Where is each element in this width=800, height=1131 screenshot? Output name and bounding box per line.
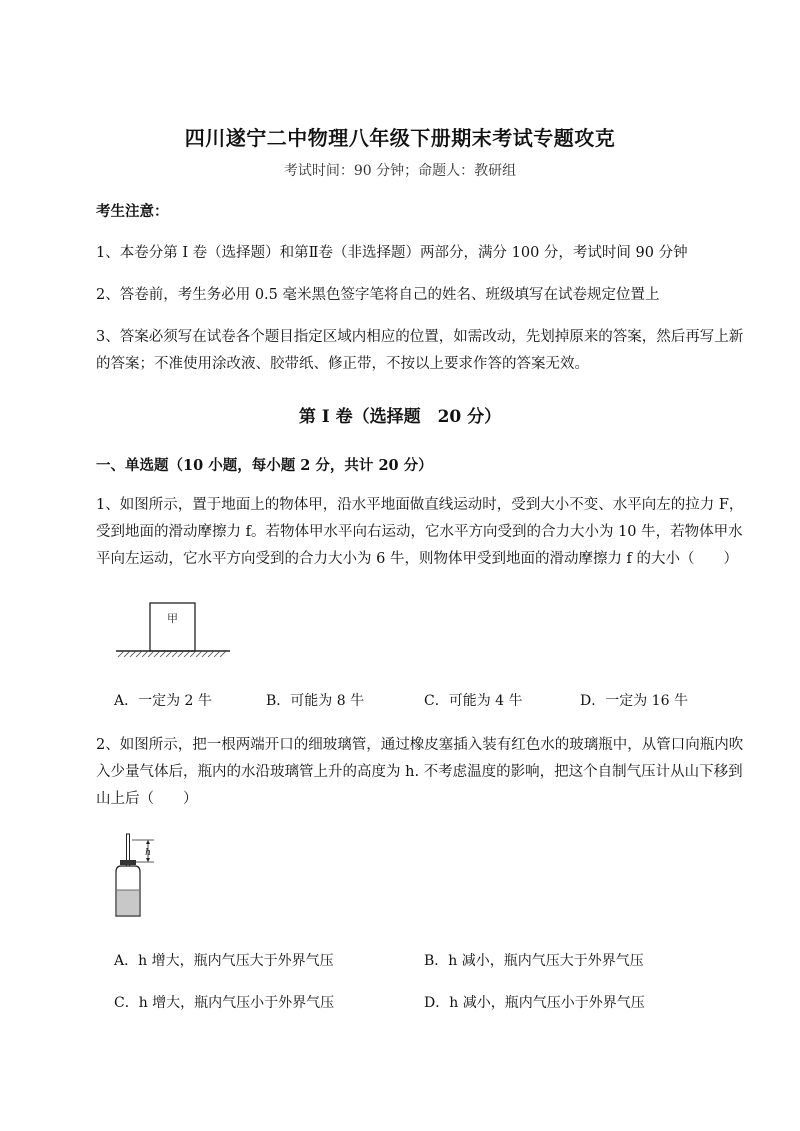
- q1-option-a[interactable]: A．一定为 2 牛: [114, 693, 212, 709]
- q2-option-a[interactable]: A．h 增大，瓶内气压大于外界气压: [114, 953, 334, 969]
- page-title: 四川遂宁二中物理八年级下册期末考试专题攻克: [184, 126, 616, 150]
- q2-option-b[interactable]: B．h 减小，瓶内气压大于外界气压: [424, 953, 644, 969]
- notice-heading: 考生注意：: [96, 203, 169, 220]
- h-label: h: [145, 848, 151, 858]
- question-1-figure: [112, 596, 242, 666]
- question-1-stem: 1、如图所示，置于地面上的物体甲，沿水平地面做直线运动时，受到大小不变、水平向左的拉力 F，受到地面的滑动摩擦力 f。若物体甲水平向右运动，它水平方向受到的合力大小为 10 牛，若物体甲水平向左运动，它水平方向受到的合力大小为 6 牛，则物体甲受到地面的滑动摩擦力 f 的大小（ ）: [96, 497, 744, 567]
- notice-item-1: 1、本卷分第 I 卷（选择题）和第Ⅱ卷（非选择题）两部分，满分 100 分，考试时间 90 分钟: [96, 245, 688, 261]
- question-2-figure: [108, 832, 168, 922]
- rubber-stopper: [120, 860, 136, 865]
- q1-option-b[interactable]: B．可能为 8 牛: [266, 693, 365, 709]
- ground-hatch: [118, 651, 226, 657]
- notice-item-3: 3、答案必须写在试卷各个题目指定区域内相应的位置，如需改动，先划掉原来的答案，然后再写上新的答案；不准使用涂改液、胶带纸、修正带，不按以上要求作答的答案无效。: [96, 329, 744, 372]
- block-label: 甲: [167, 612, 178, 625]
- q2-option-d[interactable]: D．h 减小，瓶内气压小于外界气压: [424, 995, 645, 1011]
- water: [117, 890, 139, 915]
- q1-option-c[interactable]: C．可能为 4 牛: [424, 693, 523, 709]
- q2-option-c[interactable]: C．h 增大，瓶内气压小于外界气压: [114, 995, 335, 1011]
- notice-item-2: 2、答卷前，考生务必用 0.5 毫米黑色签字笔将自己的姓名、班级填写在试卷规定位置上: [96, 287, 660, 303]
- block-jia: [150, 603, 195, 651]
- q1-option-d[interactable]: D．一定为 16 牛: [580, 693, 688, 709]
- part-heading: 一、单选题（10 小题，每小题 2 分，共计 20 分）: [96, 457, 433, 474]
- section-title: 第 I 卷（选择题 20 分）: [298, 407, 502, 427]
- page-subtitle: 考试时间：90 分钟；命题人：教研组: [283, 163, 517, 179]
- question-2-stem: 2、如图所示，把一根两端开口的细玻璃管，通过橡皮塞插入装有红色水的玻璃瓶中，从管口向瓶内吹入少量气体后，瓶内的水沿玻璃管上升的高度为 h. 不考虑温度的影响，把这个自制气压计从山下移到山上后（ ）: [96, 737, 744, 807]
